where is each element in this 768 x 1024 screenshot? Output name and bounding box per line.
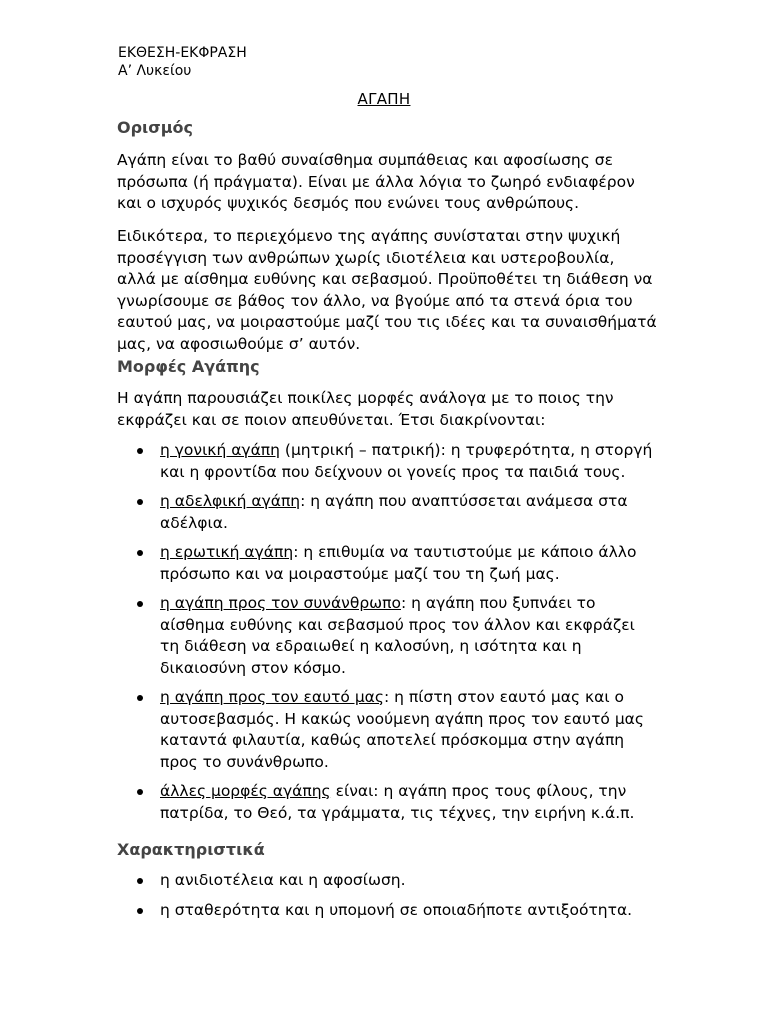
- characteristics-heading: Χαρακτηριστικά: [117, 840, 265, 859]
- list-item: [117, 900, 657, 922]
- list-item-term: η ερωτική αγάπη: [160, 543, 294, 561]
- forms-intro: Η αγάπη παρουσιάζει ποικίλες μορφές ανάλογα με το ποιος την εκφράζει και σε ποιον απευθύνεται. Έτσι διακρίνονται:: [117, 389, 614, 429]
- list-item: [117, 687, 657, 773]
- list-item-text: : η επιθυμία να ταυτιστούμε με κάποιο άλλο πρόσωπο και να μοιραστούμε μαζί του τη ζωή μας.: [160, 543, 637, 583]
- list-item: [117, 542, 657, 585]
- definition-paragraph-2: Ειδικότερα, το περιεχόμενο της αγάπης συνίσταται στην ψυχική προσέγγιση των ανθρώπων χωρίς ιδιοτέλεια και υστεροβουλία, αλλά με αίσθημα ευθύνης και σεβασμού. Προϋποθέτει τη διάθεση να γνωρίσουμε σε βάθος τον άλλο, να βγούμε από τα στενά όρια του εαυτού μας, να μοιραστούμε μαζί του τις ιδέες και τα συναισθήματά μας, να αφοσιωθούμε σ’ αυτόν.: [117, 227, 657, 353]
- definition-paragraph-1: Αγάπη είναι το βαθύ συναίσθημα συμπάθειας και αφοσίωσης σε πρόσωπα (ή πράγματα). Είναι με άλλα λόγια το ζωηρό ενδιαφέρον και ο ισχυρός ψυχικός δεσμός που ενώνει τους ανθρώπους.: [117, 151, 635, 212]
- document-title: ΑΓΑΠΗ: [357, 90, 411, 108]
- list-item-text: : η πίστη στον εαυτό μας και ο αυτοσεβασμός. Η κακώς νοούμενη αγάπη προς τον εαυτό μας καταντά φιλαυτία, καθώς αποτελεί πρόσκομμα στην αγάπη προς το συνάνθρωπο.: [160, 688, 644, 771]
- bullet-icon: [137, 601, 143, 607]
- bullet-icon: [137, 695, 143, 701]
- list-item-text: είναι: η αγάπη προς τους φίλους, την πατρίδα, το Θεό, τα γράμματα, τις τέχνες, την ειρήνη κ.ά.π.: [160, 782, 635, 822]
- list-item-term: η αγάπη προς τον εαυτό μας: [160, 688, 385, 706]
- list-item-text: η ανιδιοτέλεια και η αφοσίωση.: [160, 871, 406, 889]
- bullet-icon: [137, 789, 143, 795]
- list-item: [117, 781, 657, 824]
- forms-heading: Μορφές Αγάπης: [117, 357, 260, 376]
- bullet-icon: [137, 550, 143, 556]
- list-item: [117, 870, 657, 892]
- list-item-text: η σταθερότητα και η υπομονή σε οποιαδήποτε αντιξοότητα.: [160, 900, 633, 919]
- bullet-icon: [137, 908, 143, 914]
- list-item: [117, 593, 657, 679]
- list-item-term: άλλες μορφές αγάπης: [160, 782, 331, 800]
- forms-list: [117, 440, 657, 824]
- list-item-term: η αδελφική αγάπη: [160, 492, 301, 510]
- list-item-text: : η αγάπη που αναπτύσσεται ανάμεσα στα αδέλφια.: [160, 492, 628, 532]
- subject-label: ΕΚΘΕΣΗ-ΕΚΦΡΑΣΗ: [118, 45, 247, 61]
- list-item-term: η γονική αγάπη: [160, 441, 280, 459]
- list-item-term: η αγάπη προς τον συνάνθρωπο: [160, 594, 401, 612]
- list-item: [117, 491, 657, 534]
- list-item-text: (μητρική – πατρική): η τρυφερότητα, η στοργή και η φροντίδα που δείχνουν οι γονείς προς τα παιδιά τους.: [160, 441, 653, 481]
- list-item: [117, 440, 657, 483]
- characteristics-list: [117, 870, 657, 921]
- list-item-text: : η αγάπη που ξυπνάει το αίσθημα ευθύνης και σεβασμού προς τον άλλον και εκφράζει τη διάθεση να εδραιωθεί η καλοσύνη, η ισότητα και η δικαιοσύνη στον κόσμο.: [160, 594, 635, 677]
- bullet-icon: [137, 448, 143, 454]
- grade-label: Α’ Λυκείου: [118, 63, 192, 79]
- bullet-icon: [137, 878, 143, 884]
- bullet-icon: [137, 499, 143, 505]
- definition-heading: Ορισμός: [117, 118, 193, 137]
